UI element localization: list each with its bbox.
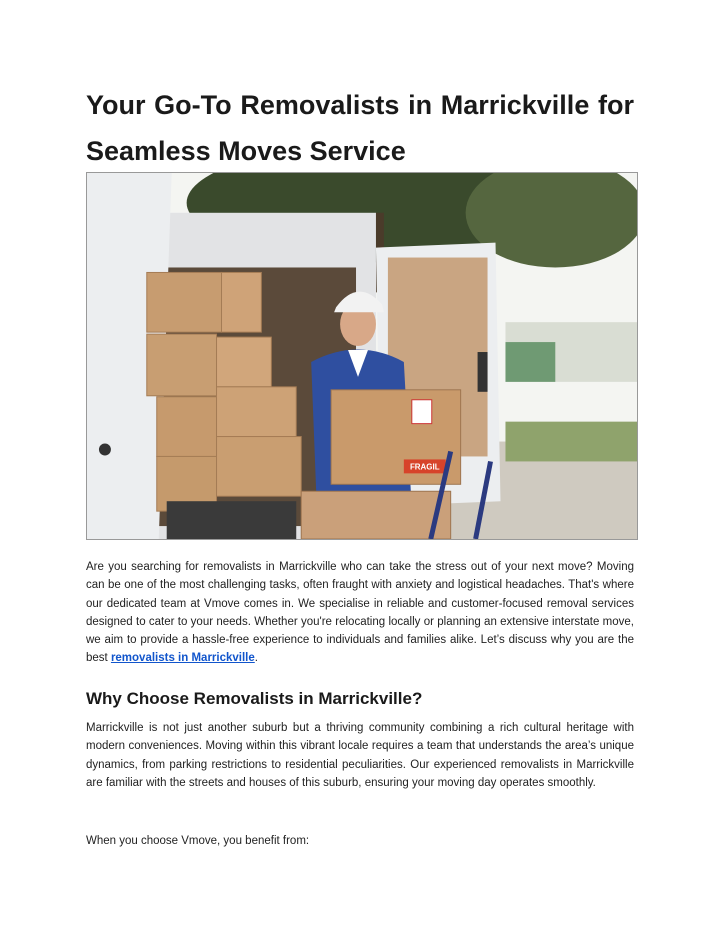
section-heading: Why Choose Removalists in Marrickville? (86, 689, 423, 708)
removalists-marrickville-link[interactable]: removalists in Marrickville (110, 652, 255, 665)
door-handle-left (99, 444, 111, 456)
hero-photo (86, 172, 638, 540)
intro-text: Are you searching for removalists in Marrickville who can take the stress out of your next move? Moving can be one of the most challenging tasks, often fraught with anxiety and logistical headaches. That's where our dedicated team at Vmove comes in. We specialise in reliable and customer-focused removal services designed to cater to your needs. Whether you're relocating locally or planning an extensive interstate move, we aim to provide a hassle-free experience to individuals and families alike. Let’s discuss why you are the best (86, 561, 634, 665)
box-stack-6 (217, 387, 297, 437)
building-green-wall (505, 342, 555, 382)
box-stack-3 (147, 334, 217, 396)
benefits-lead-in: When you choose Vmove, you benefit from: (86, 835, 310, 847)
section-body-paragraph: Marrickville is not just another suburb but a thriving community combining a rich cultural heritage with modern conveniences. Moving within this vibrant locale requires a team that understands the area’s unique dynamics, from parking restrictions to residential peculiarities. Our experienced removalists in Marrickville are familiar with the streets and houses of this suburb, ensuring your moving day operates smoothly. (86, 722, 634, 789)
box-stack-1 (147, 272, 222, 332)
mover-with-van-illustration (87, 173, 637, 539)
door-latch (478, 352, 488, 392)
intro-end: . (254, 652, 258, 665)
van-step (167, 501, 297, 539)
box-stack-8 (217, 437, 302, 497)
box-stack-2 (222, 272, 262, 332)
page-title: Your Go-To Removalists in Marrickville for Seamless Moves Service (86, 90, 634, 166)
trolley-box (301, 491, 450, 539)
box-stack-5 (157, 397, 217, 457)
box-stack-4 (217, 337, 272, 387)
grass (505, 422, 637, 462)
this-way-up-label (412, 400, 432, 424)
intro-paragraph (86, 558, 634, 668)
fragile-sticker-text: FRAGIL (409, 462, 440, 472)
